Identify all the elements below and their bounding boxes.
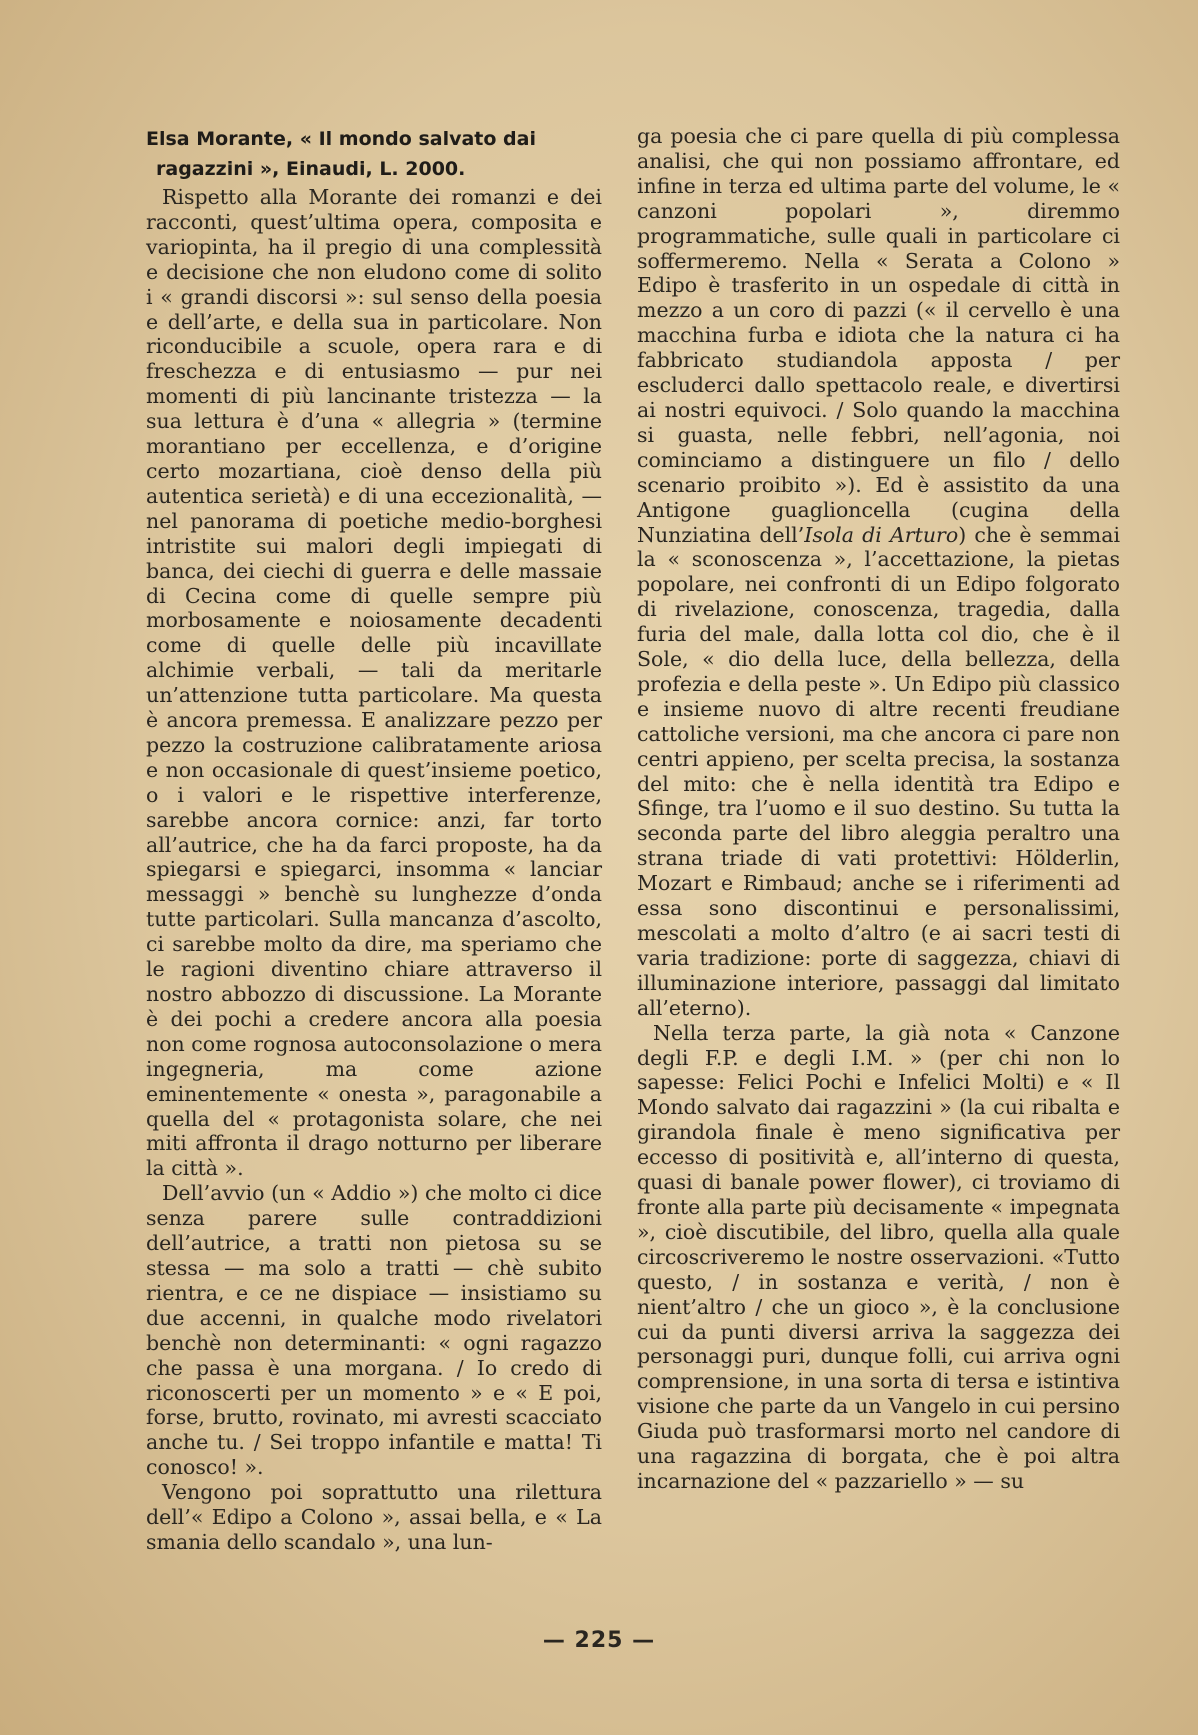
left-paragraph-1: Rispetto alla Morante dei romanzi e dei racconti, quest’ultima opera, composita e variopinta, ha il pregio di una complessità e decisione che non eludono come di solito i « grandi discorsi »: sul senso della poesia e dell’arte, e della sua in particolare. Non riconducibile a scuole, opera rara e di freschezza e di entusiasmo — pur nei momenti di più lancinante tristezza — la sua lettura è d’una « allegria » (termine morantiano per eccellenza, e d’origine certo mozartiana, cioè denso della più autentica serietà) e di una eccezionalità, — nel panorama di poetiche medio-borghesi intristite sui malori degli impiegati di banca, dei ciechi di guerra e delle massaie di Cecina come di quelle sempre più morbosamente e noiosamente decadenti come di quelle delle più incavillate alchimie verbali, — tali da meritarle un’attenzione tutta particolare. Ma questa è ancora premessa. E analizzare pezzo per pezzo la costruzione calibratamente ariosa e non occasionale di quest’insieme poetico, o i valori e le rispettive interferenze, sarebbe ancora cornice: anzi, far torto all’autrice, che ha da farci proposte, ha da spiegarsi e spiegarci, insomma « lanciar messaggi » benchè su lunghezze d’onda tutte particolari. Sulla mancanza d’ascolto, ci sarebbe molto da dire, ma speriamo che le ragioni diventino chiare attraverso il nostro abbozzo di discussione. La Morante è dei pochi a credere ancora alla poesia non come rognosa autoconsolazione o mera ingegneria, ma come azione eminentemente « onesta », paragonabile a quella del « protagonista solare, che nei miti affronta il drago notturno per liberare la città ». — [146, 185, 602, 1181]
heading-line-2: ragazzini », Einaudi, L. 2000. — [156, 158, 466, 180]
left-paragraph-3: Vengono poi soprattutto una rilettura dell’« Edipo a Colono », assai bella, e « La smania dello scandalo », una lun- — [146, 1480, 602, 1554]
page-number: — 225 — — [542, 1628, 656, 1653]
left-column — [146, 124, 602, 1555]
right-paragraph-1 — [637, 124, 1120, 1021]
right-paragraph-2: Nella terza parte, la già nota « Canzone degli F.P. e degli I.M. » (per chi non lo sapesse: Felici Pochi e Infelici Molti) e « Il Mondo salvato dai ragazzini » (la cui ribalta e girandola finale è meno significativa per eccesso di positività e, all’interno di questa, quasi di banale power flower), ci troviamo di fronte alla parte più decisamente « impegnata », cioè discutibile, del libro, quella alla quale circoscriveremo le nostre osservazioni. «Tutto questo, / in sostanza e verità, / non è nient’altro / che un gioco », è la conclusione cui da punti diversi arriva la saggezza dei personaggi puri, dunque folli, cui arriva ogni comprensione, in una sorta di tersa e istintiva visione che parte da un Vangelo in cui persino Giuda può trasformarsi morto nel candore di una ragazzina di borgata, che è poi altra incarnazione del « pazzariello » — su — [637, 1020, 1120, 1493]
right-p1-before-italic: ga poesia che ci pare quella di più complessa analisi, che qui non possiamo affrontare, ed infine in terza ed ultima parte del volume, le « canzoni popolari », diremmo programmatiche, sulle quali in particolare ci soffermeremo. Nella « Serata a Colono » Edipo è trasferito in un ospedale di città in mezzo a un coro di pazzi (« il cervello è una macchina furba e idiota che la natura ci ha fabbricato studiandola apposta / per escluderci dallo spettacolo reale, e divertirsi ai nostri equivoci. / Solo quando la macchina si guasta, nelle febbri, nell’agonia, noi cominciamo a distinguere un filo / dello scenario proibito »). Ed è assistito da una Antigone guaglioncella (cugina della Nunziatina dell’ — [637, 124, 1120, 547]
right-column — [637, 124, 1120, 1494]
review-heading — [146, 124, 602, 184]
book-title-italic: Isola di Arturo — [804, 522, 959, 547]
right-p1-after-italic: ) che è semmai la « sconoscenza », l’accettazione, la pietas popolare, nei confronti di un Edipo folgorato di rivelazione, conoscenza, tragedia, dalla furia del male, dalla lotta col dio, che è il Sole, « dio della luce, della bellezza, della profezia e della peste ». Un Edipo più classico e insieme nuovo di altre recenti freudiane cattoliche versioni, ma che ancora ci pare non centri appieno, per scelta precisa, la sostanza del mito: che è nella identità tra Edipo e Sfinge, tra l’uomo e il suo destino. Su tutta la seconda parte del libro aleggia peraltro una strana triade di vati protettivi: Hölderlin, Mozart e Rimbaud; anche se i riferimenti ad essa sono discontinui e personalissimi, mescolati a molto d’altro (e ai sacri testi di varia tradizione: porte di saggezza, chiavi di illuminazione interiore, passaggi dal limitato all’eterno). — [637, 522, 1121, 1020]
heading-line-1: Elsa Morante, « Il mondo salvato dai — [146, 128, 536, 150]
left-paragraph-2: Dell’avvio (un « Addio ») che molto ci dice senza parere sulle contraddizioni dell’autrice, a tratti non pietosa su se stessa — ma solo a tratti — chè subito rientra, e ce ne dispiace — insistiamo su due accenni, in qualche modo rivelatori benchè non determinanti: « ogni ragazzo che passa è una morgana. / Io credo di riconoscerti per un momento » e « E poi, forse, brutto, rovinato, mi avresti scacciato anche tu. / Sei troppo infantile e matta! Ti conosco! ». — [146, 1181, 602, 1480]
